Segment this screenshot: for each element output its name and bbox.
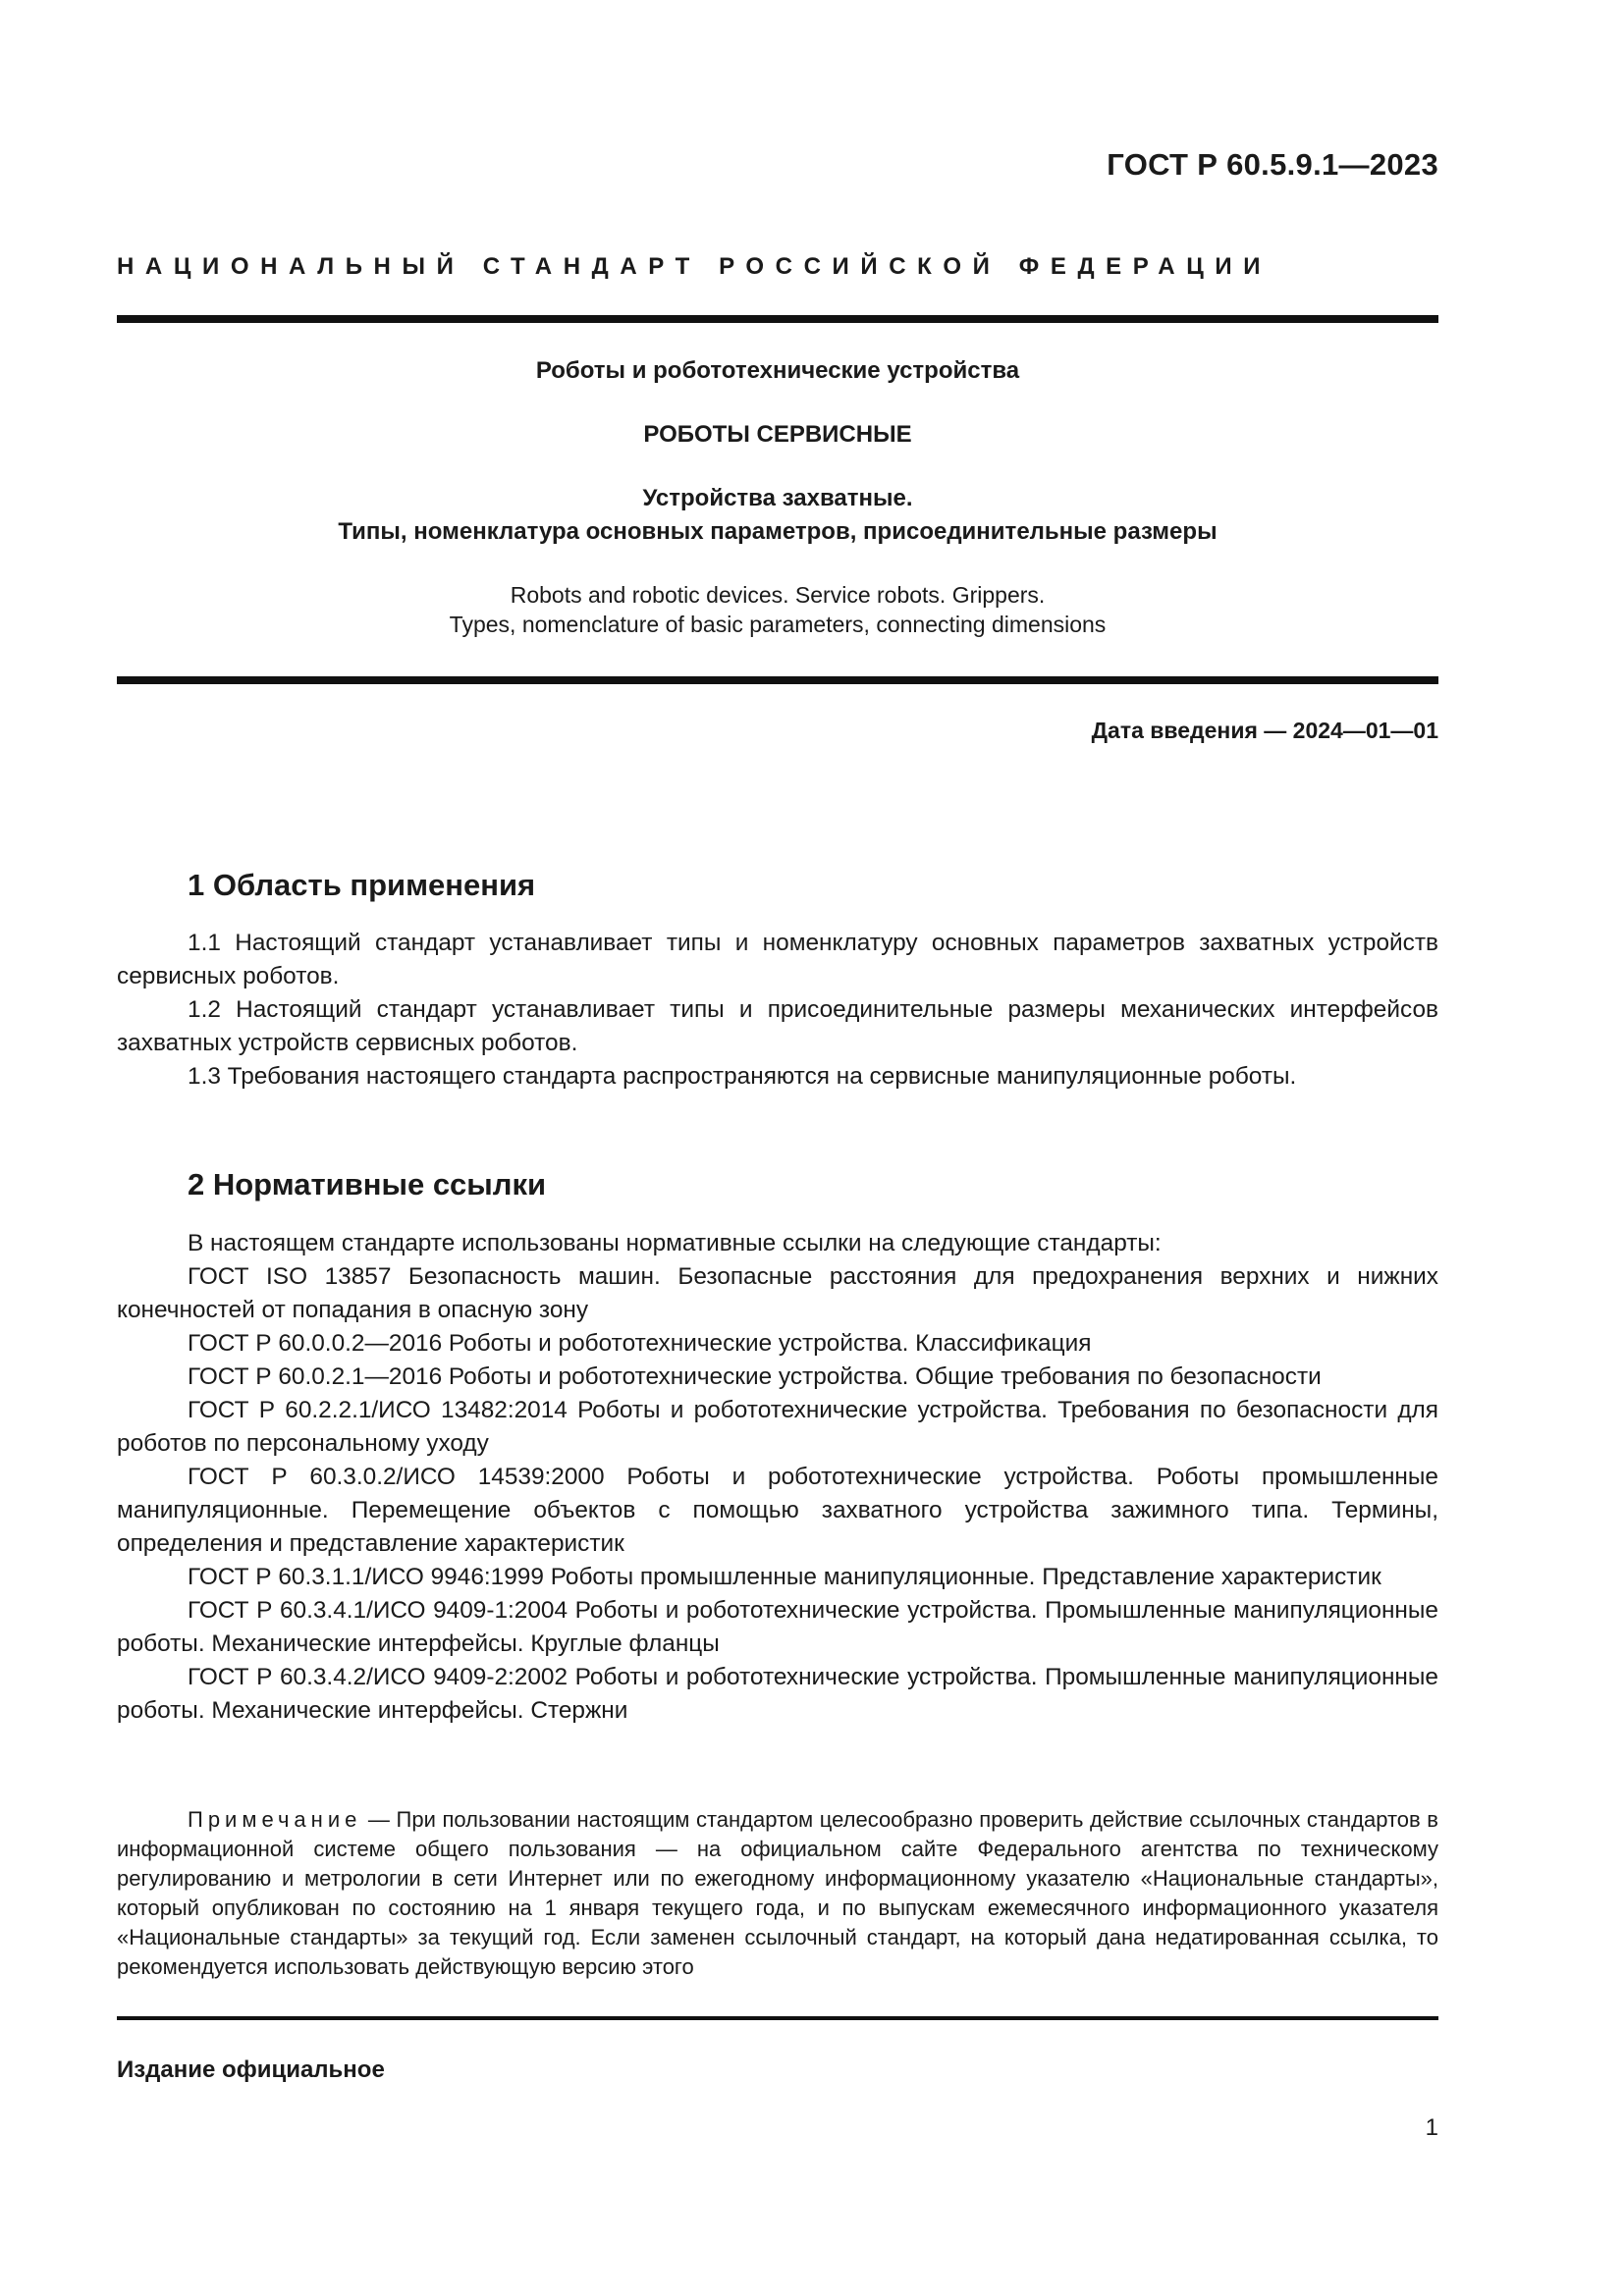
reference-item: ГОСТ Р 60.3.1.1/ИСО 9946:1999 Роботы промышленные манипуляционные. Представление характеристик bbox=[188, 1564, 1381, 1590]
document-page bbox=[117, 0, 1438, 2296]
title-ru-line2: РОБОТЫ СЕРВИСНЫЕ bbox=[643, 421, 912, 448]
footer-rule bbox=[117, 2016, 1438, 2020]
section-1-heading: 1 Область применения bbox=[188, 868, 536, 902]
section-1-paragraph: 1.3 Требования настоящего стандарта распространяются на сервисные манипуляционные роботы. bbox=[188, 1063, 1297, 1090]
page-number: 1 bbox=[1425, 2114, 1438, 2141]
section-1-paragraph: 1.2 Настоящий стандарт устанавливает типы и присоединительные размеры механических интерфейсов захватных устройств сервисных роботов. bbox=[117, 996, 1438, 1056]
reference-item: ГОСТ Р 60.3.0.2/ИСО 14539:2000 Роботы и робототехнические устройства. Роботы промышленные манипуляционные. Перемещение объектов с помощью захватного устройства зажимного типа. Термины, определения и представление характеристик bbox=[117, 1464, 1438, 1557]
note-label: Примечание bbox=[188, 1807, 362, 1832]
introduction-date: Дата введения — 2024—01—01 bbox=[1091, 718, 1438, 743]
references-intro: В настоящем стандарте использованы нормативные ссылки на следующие стандарты: bbox=[188, 1230, 1162, 1256]
note-block bbox=[117, 1805, 1438, 1982]
note-paragraph bbox=[117, 1805, 1438, 1982]
title-ru-line3: Устройства захватные. bbox=[642, 485, 913, 511]
note-text: — При пользовании настоящим стандартом целесообразно проверить действие ссылочных стандартов в информационной системе общего пользования — на официальном сайте Федерального агентства по техническому регулированию и метрологии в сети Интернет или по ежегодному информационному указателю «Национальные стандарты», который опубликован по состоянию на 1 января текущего года, и по выпускам ежемесячного информационного указателя «Национальные стандарты» за текущий год. Если заменен ссылочный стандарт, на который дана недатированная ссылка, то рекомендуется использовать действующую версию этого bbox=[117, 1807, 1438, 1979]
reference-item: ГОСТ ISO 13857 Безопасность машин. Безопасные расстояния для предохранения верхних и нижних конечностей от попадания в опасную зону bbox=[117, 1263, 1438, 1323]
title-en-line1: Robots and robotic devices. Service robots. Grippers. bbox=[510, 582, 1046, 608]
title-en-line2: Types, nomenclature of basic parameters, connecting dimensions bbox=[449, 612, 1107, 637]
reference-item: ГОСТ Р 60.2.2.1/ИСО 13482:2014 Роботы и робототехнические устройства. Требования по безопасности для роботов по персональному уходу bbox=[117, 1397, 1438, 1457]
section-1-paragraph: 1.1 Настоящий стандарт устанавливает типы и номенклатуру основных параметров захватных устройств сервисных роботов. bbox=[117, 930, 1438, 989]
official-edition-label: Издание официальное bbox=[117, 2056, 385, 2083]
reference-item: ГОСТ Р 60.0.0.2—2016 Роботы и робототехнические устройства. Классификация bbox=[188, 1330, 1092, 1357]
title-bottom-rule bbox=[117, 676, 1438, 684]
section-1-body bbox=[117, 927, 1438, 1094]
section-2-body bbox=[117, 1227, 1438, 1728]
section-2-heading: 2 Нормативные ссылки bbox=[188, 1167, 547, 1201]
top-rule bbox=[117, 315, 1438, 323]
national-standard-heading: НАЦИОНАЛЬНЫЙ СТАНДАРТ РОССИЙСКОЙ ФЕДЕРАЦИИ bbox=[117, 253, 1272, 280]
reference-item: ГОСТ Р 60.3.4.2/ИСО 9409-2:2002 Роботы и робототехнические устройства. Промышленные манипуляционные роботы. Механические интерфейсы. Стержни bbox=[117, 1664, 1438, 1724]
reference-item: ГОСТ Р 60.0.2.1—2016 Роботы и робототехнические устройства. Общие требования по безопасности bbox=[188, 1363, 1322, 1390]
reference-item: ГОСТ Р 60.3.4.1/ИСО 9409-1:2004 Роботы и робототехнические устройства. Промышленные манипуляционные роботы. Механические интерфейсы. Круглые фланцы bbox=[117, 1597, 1438, 1657]
title-ru-line4: Типы, номенклатура основных параметров, присоединительные размеры bbox=[338, 518, 1218, 545]
title-ru-line1: Роботы и робототехнические устройства bbox=[535, 357, 1020, 384]
standard-code: ГОСТ Р 60.5.9.1—2023 bbox=[1107, 147, 1438, 182]
